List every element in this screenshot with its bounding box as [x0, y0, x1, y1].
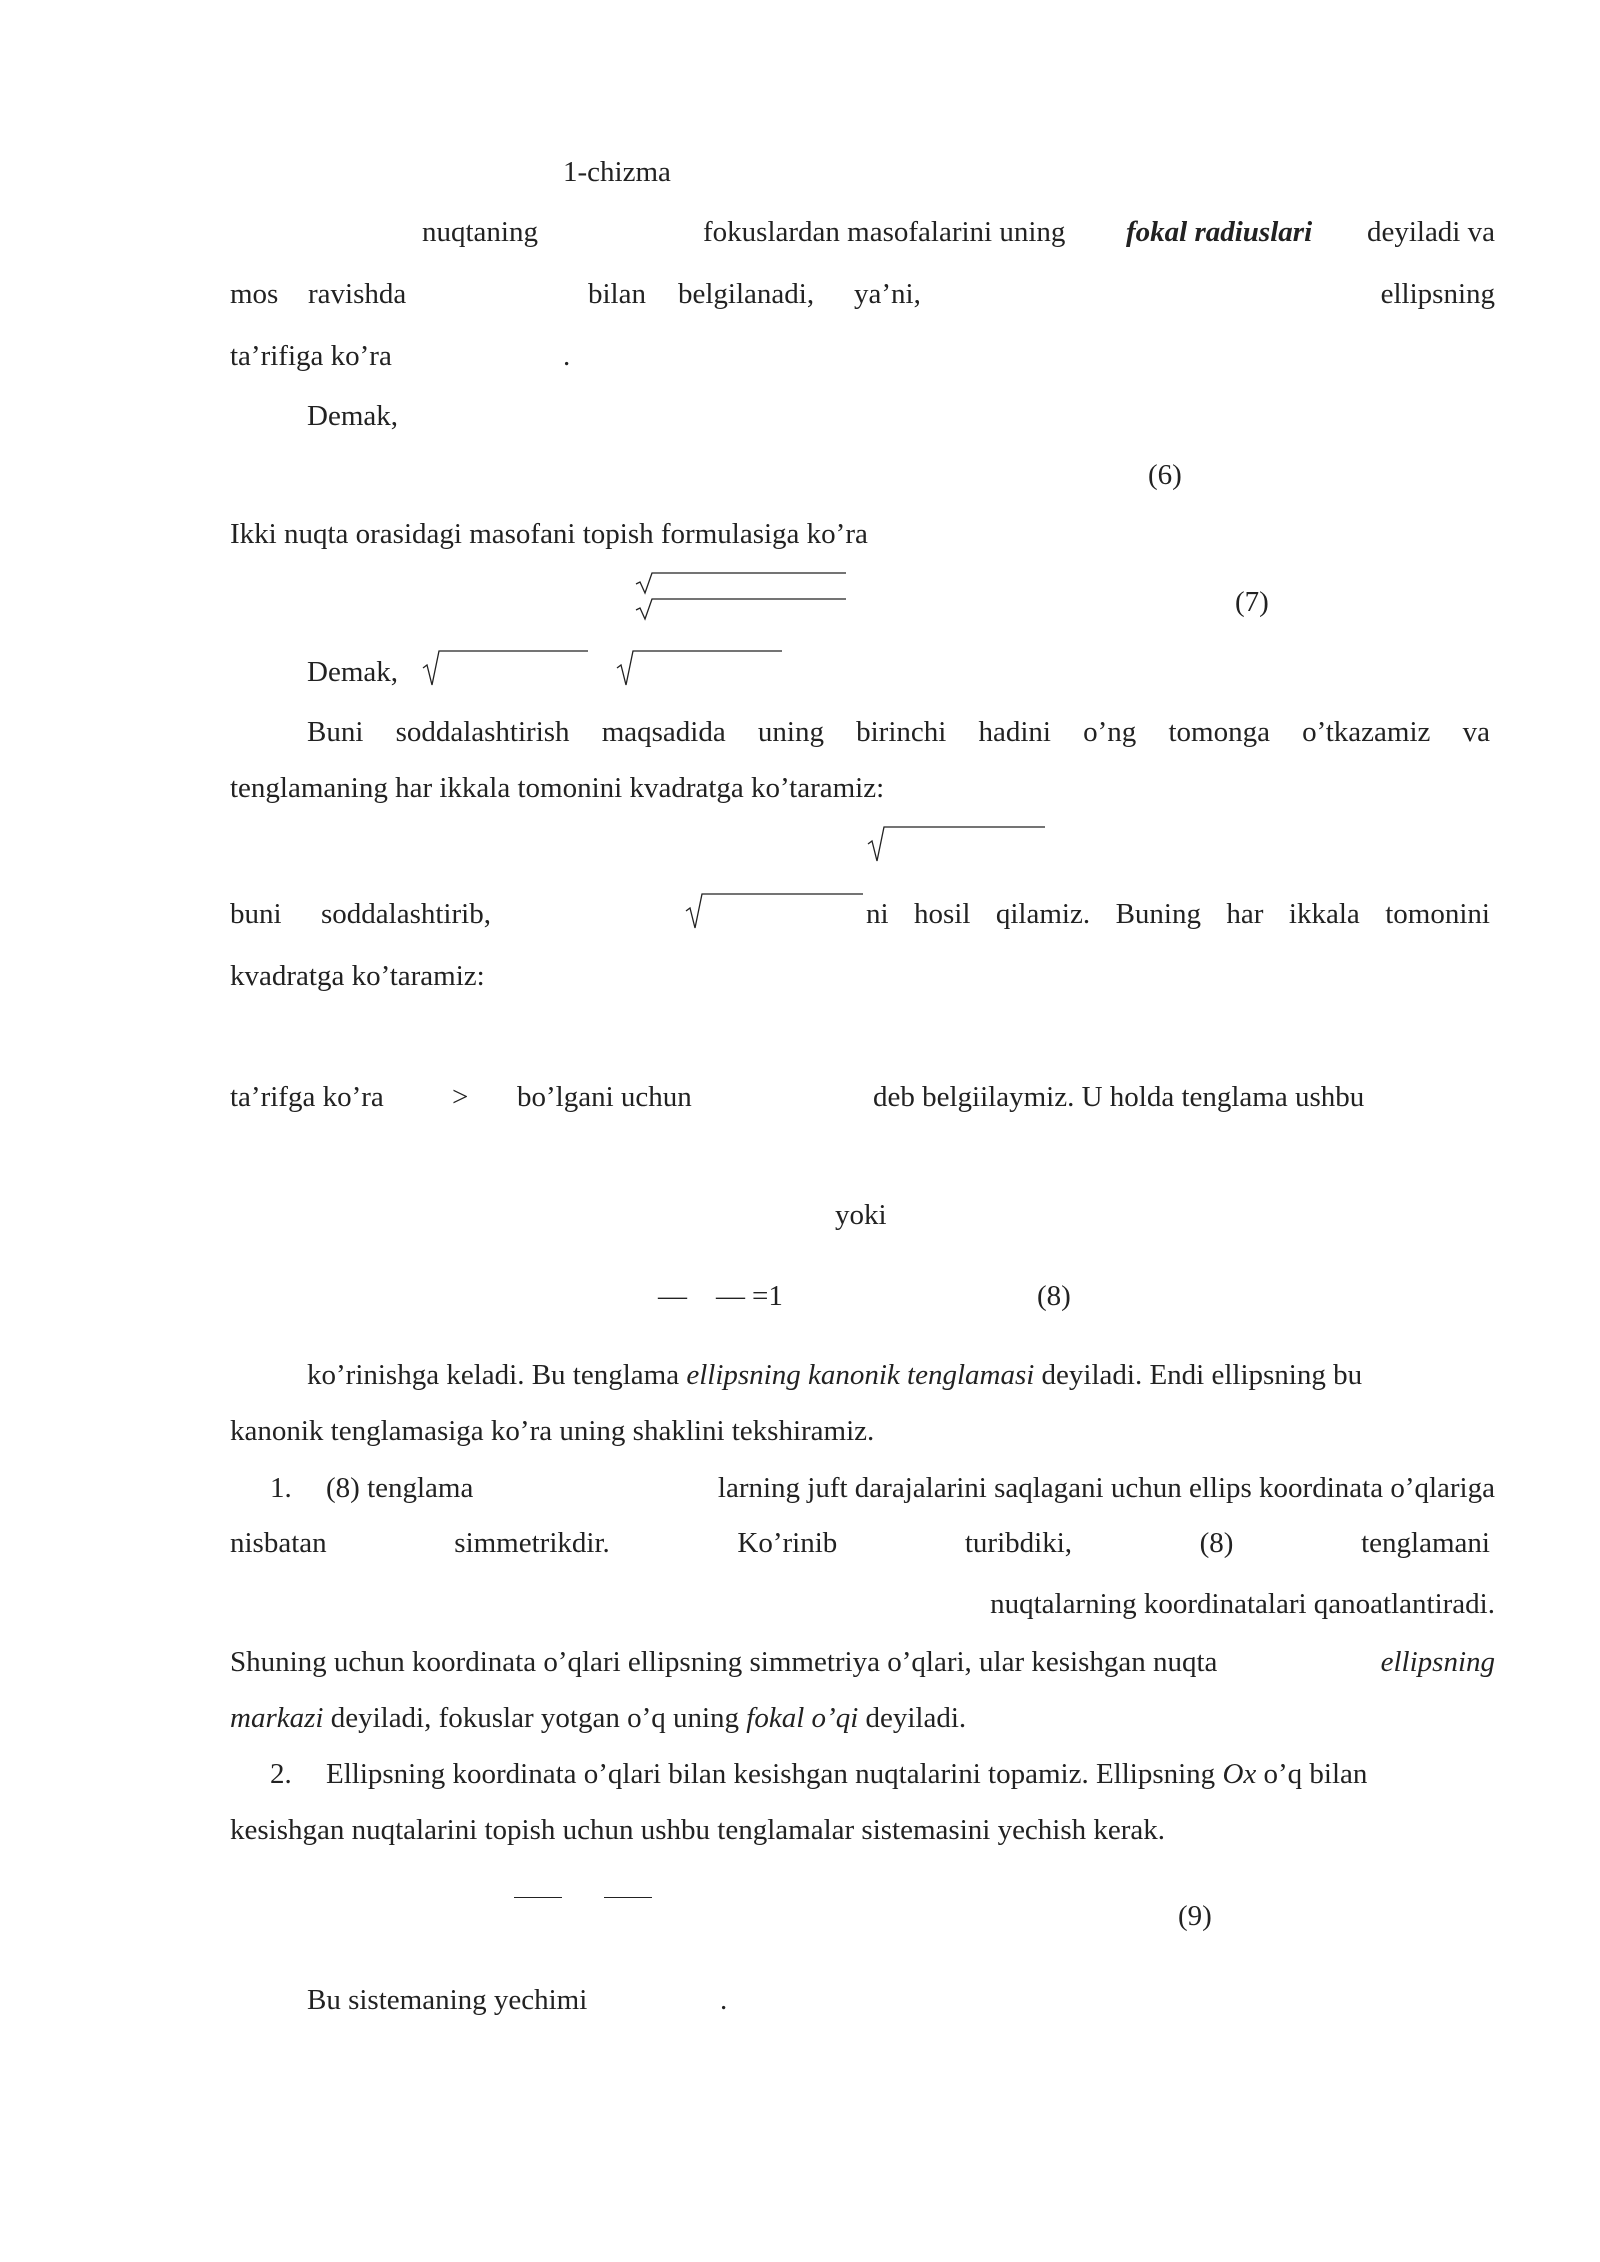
text-fragment: nuqtalarning koordinatalari qanoatlantiradi. [990, 1588, 1495, 1620]
fraction-bar [604, 1897, 652, 1898]
word: Buni [307, 716, 364, 748]
text-fragment: bilan [588, 278, 646, 310]
text-fragment: kesishgan nuqtalarini topish uchun ushbu tenglamalar sistemasini yechish kerak. [230, 1814, 1166, 1846]
word: ni [866, 898, 889, 930]
word: va [1462, 716, 1490, 748]
text-fragment: tenglamaning har ikkala tomonini kvadratga ko’taramiz: [230, 772, 885, 804]
word: tomonga [1168, 716, 1270, 748]
text-fragment: deyiladi va [1366, 216, 1495, 248]
word: tomonini [1385, 898, 1490, 930]
text-fragment: ravishda [308, 278, 407, 310]
text-fragment: deyiladi. Endi ellipsning bu [1034, 1359, 1363, 1391]
text-fragment: ta’rifiga ko’ra [230, 340, 392, 372]
term-markazi: markazi [230, 1702, 324, 1734]
radical-sign [868, 826, 1046, 866]
word: o’ng [1083, 716, 1137, 748]
word: turibdiki, [964, 1527, 1073, 1559]
text-fragment: belgilanadi, [678, 278, 815, 310]
text-fragment: mos [230, 278, 279, 310]
text-fragment: deb belgiilaymiz. U holda tenglama ushbu [873, 1081, 1365, 1113]
axis-ox: Ox [1222, 1758, 1257, 1790]
text-fragment: buni [230, 898, 282, 930]
text-fragment: kanonik tenglamasiga ko’ra uning shaklini tekshiramiz. [230, 1415, 875, 1447]
text-fragment: nuqtaning [422, 216, 538, 248]
greater-than-sign: > [452, 1081, 469, 1113]
equation-number: (9) [1178, 1900, 1212, 1932]
text-fragment: deyiladi. [858, 1702, 967, 1734]
term-kanonik-tenglama: ellipsning kanonik tenglamasi [686, 1359, 1035, 1391]
word: (8) [1199, 1527, 1234, 1559]
equation-number: (6) [1148, 459, 1182, 491]
text-fragment: Ikki nuqta orasidagi masofani topish formulasiga ko’ra [230, 518, 868, 550]
word: nisbatan [230, 1527, 327, 1559]
word: soddalashtirish [395, 716, 570, 748]
radical-sign [686, 893, 864, 933]
word: hosil [914, 898, 971, 930]
paragraph-line [307, 1361, 1362, 1390]
fraction-bar: — [658, 1280, 687, 1312]
paragraph-line [326, 1760, 1367, 1789]
word: o’tkazamiz [1302, 716, 1431, 748]
word: maqsadida [601, 716, 726, 748]
text-fragment: bo’lgani uchun [517, 1081, 692, 1113]
paragraph-line [230, 1704, 966, 1733]
fraction-bar: — [716, 1280, 745, 1312]
term-ellipsning: ellipsning [1380, 1646, 1495, 1678]
paragraph-line [307, 718, 1490, 747]
figure-caption: 1-chizma [563, 156, 671, 188]
term-fokal-oqi: fokal o’qi [746, 1702, 859, 1734]
word: har [1226, 898, 1264, 930]
text-fragment: o’q bilan [1256, 1758, 1368, 1790]
word: Ko’rinib [737, 1527, 838, 1559]
text-fragment: larning juft darajalarini saqlagani uchun ellips koordinata o’qlariga [717, 1472, 1495, 1504]
text-fragment: . [563, 340, 571, 372]
text-fragment: Demak, [307, 400, 398, 432]
text-fragment: Bu sistemaning yechimi [307, 1984, 588, 2016]
text-fragment: kvadratga ko’taramiz: [230, 960, 485, 992]
word: Buning [1115, 898, 1201, 930]
equation-rhs: =1 [752, 1280, 783, 1312]
text-fragment: ko’rinishga keladi. Bu tenglama [307, 1359, 687, 1391]
text-fragment: Ellipsning koordinata o’qlari bilan kesishgan nuqtalarini topamiz. Ellipsning [326, 1758, 1223, 1790]
word: ikkala [1288, 898, 1360, 930]
text-fragment: yoki [835, 1199, 887, 1231]
word: qilamiz. [995, 898, 1091, 930]
text-fragment: deyiladi, fokuslar yotgan o’q uning [323, 1702, 747, 1734]
list-number: 1. [270, 1472, 292, 1504]
word: uning [757, 716, 824, 748]
text-fragment: . [720, 1984, 728, 2016]
paragraph-line [866, 900, 1490, 929]
text-fragment: Demak, [307, 656, 398, 688]
equation-number: (7) [1235, 586, 1269, 618]
word: tenglamani [1361, 1527, 1490, 1559]
text-fragment: soddalashtirib, [321, 898, 491, 930]
list-number: 2. [270, 1758, 292, 1790]
fraction-bar [514, 1897, 562, 1898]
text-fragment: ta’rifga ko’ra [230, 1081, 384, 1113]
text-fragment: (8) tenglama [326, 1472, 474, 1504]
radical-sign [617, 650, 783, 690]
paragraph-line [230, 1529, 1490, 1558]
radical-sign [636, 572, 848, 624]
equation-number: (8) [1037, 1280, 1071, 1312]
text-fragment: ellipsning [1380, 278, 1495, 310]
paragraph-line [230, 1648, 1217, 1677]
text-fragment: Shuning uchun koordinata o’qlari ellipsning simmetriya o’qlari, ular kesishgan nuqta [230, 1646, 1218, 1678]
word: simmetrikdir. [454, 1527, 610, 1559]
word: birinchi [856, 716, 947, 748]
word: hadini [978, 716, 1051, 748]
radical-sign [423, 650, 589, 690]
text-fragment: fokuslardan masofalarini uning [703, 216, 1066, 248]
text-fragment: ya’ni, [854, 278, 921, 310]
term-fokal-radiuslari: fokal radiuslari [1126, 216, 1313, 248]
